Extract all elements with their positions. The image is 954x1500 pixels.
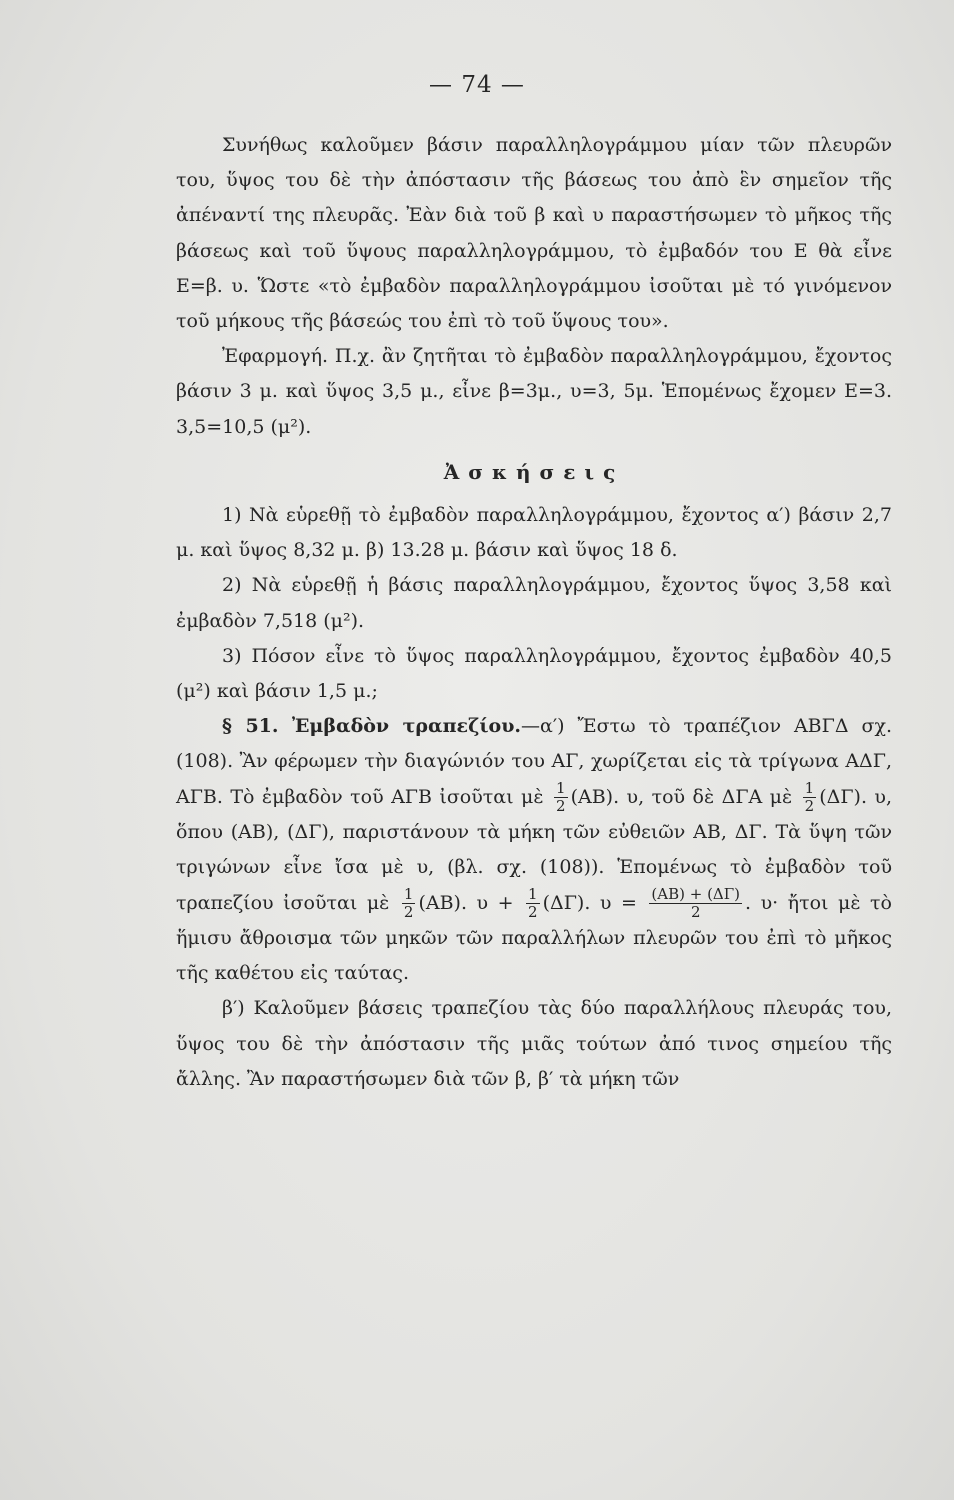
paragraph-definition: Συνήθως καλοῦμεν βάσιν παραλληλογράμμου μίαν τῶν πλευρῶν του, ὕψος του δὲ τὴν ἀπόστασιν τῆς βάσεως του ἀπὸ ἓν σημεῖον τῆς ἀπέναντί της πλευρᾶς. Ἐὰν διὰ τοῦ β καὶ υ παραστήσωμεν τὸ μῆκος τῆς βάσεως καὶ τοῦ ὕψους παραλληλογράμμου, τὸ ἐμβαδόν του E θὰ εἶνε E=β. υ. Ὥστε «τὸ ἐμβαδὸν παραλληλογράμμου ἰσοῦται μὲ τό γινόμενον τοῦ μήκους τῆς βάσεώς του ἐπὶ τὸ τοῦ ὕψους του». bbox=[176, 134, 892, 333]
fraction-half: $\frac{1}{2}$ bbox=[804, 779, 815, 816]
exercises-heading: Ἀσκήσεις bbox=[443, 459, 625, 484]
exercise-3: 3) Πόσον εἶνε τὸ ὕψος παραλληλογράμμου, ἔχοντος ἐμβαδὸν 40,5 (μ²) καὶ βάσιν 1,5 μ.; bbox=[176, 644, 892, 703]
exercise-1: 1) Νὰ εὑρεθῇ τὸ ἐμβαδὸν παραλληλογράμμου, ἔχοντος α′) βάσιν 2,7 μ. καὶ ὕψος 8,32 μ. β) 13.28 μ. βάσιν καὶ ὕψος 18 δ. bbox=[176, 504, 892, 562]
fraction-sum: $\frac{(AB) + (\Delta\Gamma)}{2}$ bbox=[651, 885, 741, 922]
section-text-3: (ΔΓ). υ, ὅπου (ΑΒ), (ΔΓ), παριστάνουν τὰ μήκη τῶν εὐθειῶν ΑΒ, ΔΓ. Τὰ ὕψη τῶν τριγώνων εἶνε ἴσα μὲ υ, (βλ. σχ. (108)). Ἑπομένως τὸ ἐμβαδὸν τοῦ τραπεζίου ἰσοῦται μὲ bbox=[176, 785, 893, 914]
section-text-1: —α′) Ἔστω τὸ τραπέζιον ΑΒΓΔ σχ. (108). Ἂν φέρωμεν τὴν διαγώνιόν του ΑΓ, χωρίζεται εἰς τὰ τρίγωνα ΑΔΓ, ΑΓΒ. Τὸ ἐμβαδὸν τοῦ ΑΓΒ ἰσοῦται μὲ bbox=[176, 715, 893, 808]
fraction-half: $\frac{1}{2}$ bbox=[556, 779, 566, 816]
paragraph-application: Ἐφαρμογή. Π.χ. ἂν ζητῆται τὸ ἐμβαδὸν παραλληλογράμμου, ἔχοντος βάσιν 3 μ. καὶ ὕψος 3,5 μ., εἶνε β=3μ., υ=3, 5μ. Ἑπομένως ἔχομεν E=3. 3,5=10,5 (μ²). bbox=[176, 345, 892, 438]
section-text-4: (ΑΒ). υ + bbox=[418, 891, 514, 914]
exercise-2: 2) Νὰ εὑρεθῇ ἡ βάσις παραλληλογράμμου, ἔχοντος ὕψος 3,58 καὶ ἐμβαδὸν 7,518 (μ²). bbox=[176, 574, 892, 632]
section-51-paragraph-a bbox=[176, 709, 892, 991]
section-text-2: (ΑΒ). υ, τοῦ δὲ ΔΓΑ μὲ bbox=[570, 785, 793, 808]
page-number: — 74 — bbox=[429, 72, 525, 98]
fraction-half: $\frac{1}{2}$ bbox=[403, 885, 414, 922]
body-text bbox=[176, 128, 892, 1097]
fraction-half: $\frac{1}{2}$ bbox=[528, 885, 538, 922]
section-51-paragraph-b: β′) Καλοῦμεν βάσεις τραπεζίου τὰς δύο παραλλήλους πλευράς του, ὕψος του δὲ τὴν ἀπόστασιν τῆς μιᾶς τούτων ἀπό τινος σημείου τῆς ἄλλης. Ἂν παραστήσωμεν διὰ τῶν β, β′ τὰ μήκη τῶν bbox=[176, 997, 892, 1090]
section-title: § 51. Ἐμβαδὸν τραπεζίου. bbox=[222, 715, 522, 738]
section-text-5: (ΔΓ). υ = bbox=[542, 891, 637, 914]
section-text-6: . υ· ἤτοι μὲ τὸ ἥμισυ ἄθροισμα τῶν μηκῶν τῶν παραλλήλων πλευρῶν του ἐπὶ τὸ μῆκος τῆς καθέτου εἰς ταύτας. bbox=[176, 891, 892, 985]
